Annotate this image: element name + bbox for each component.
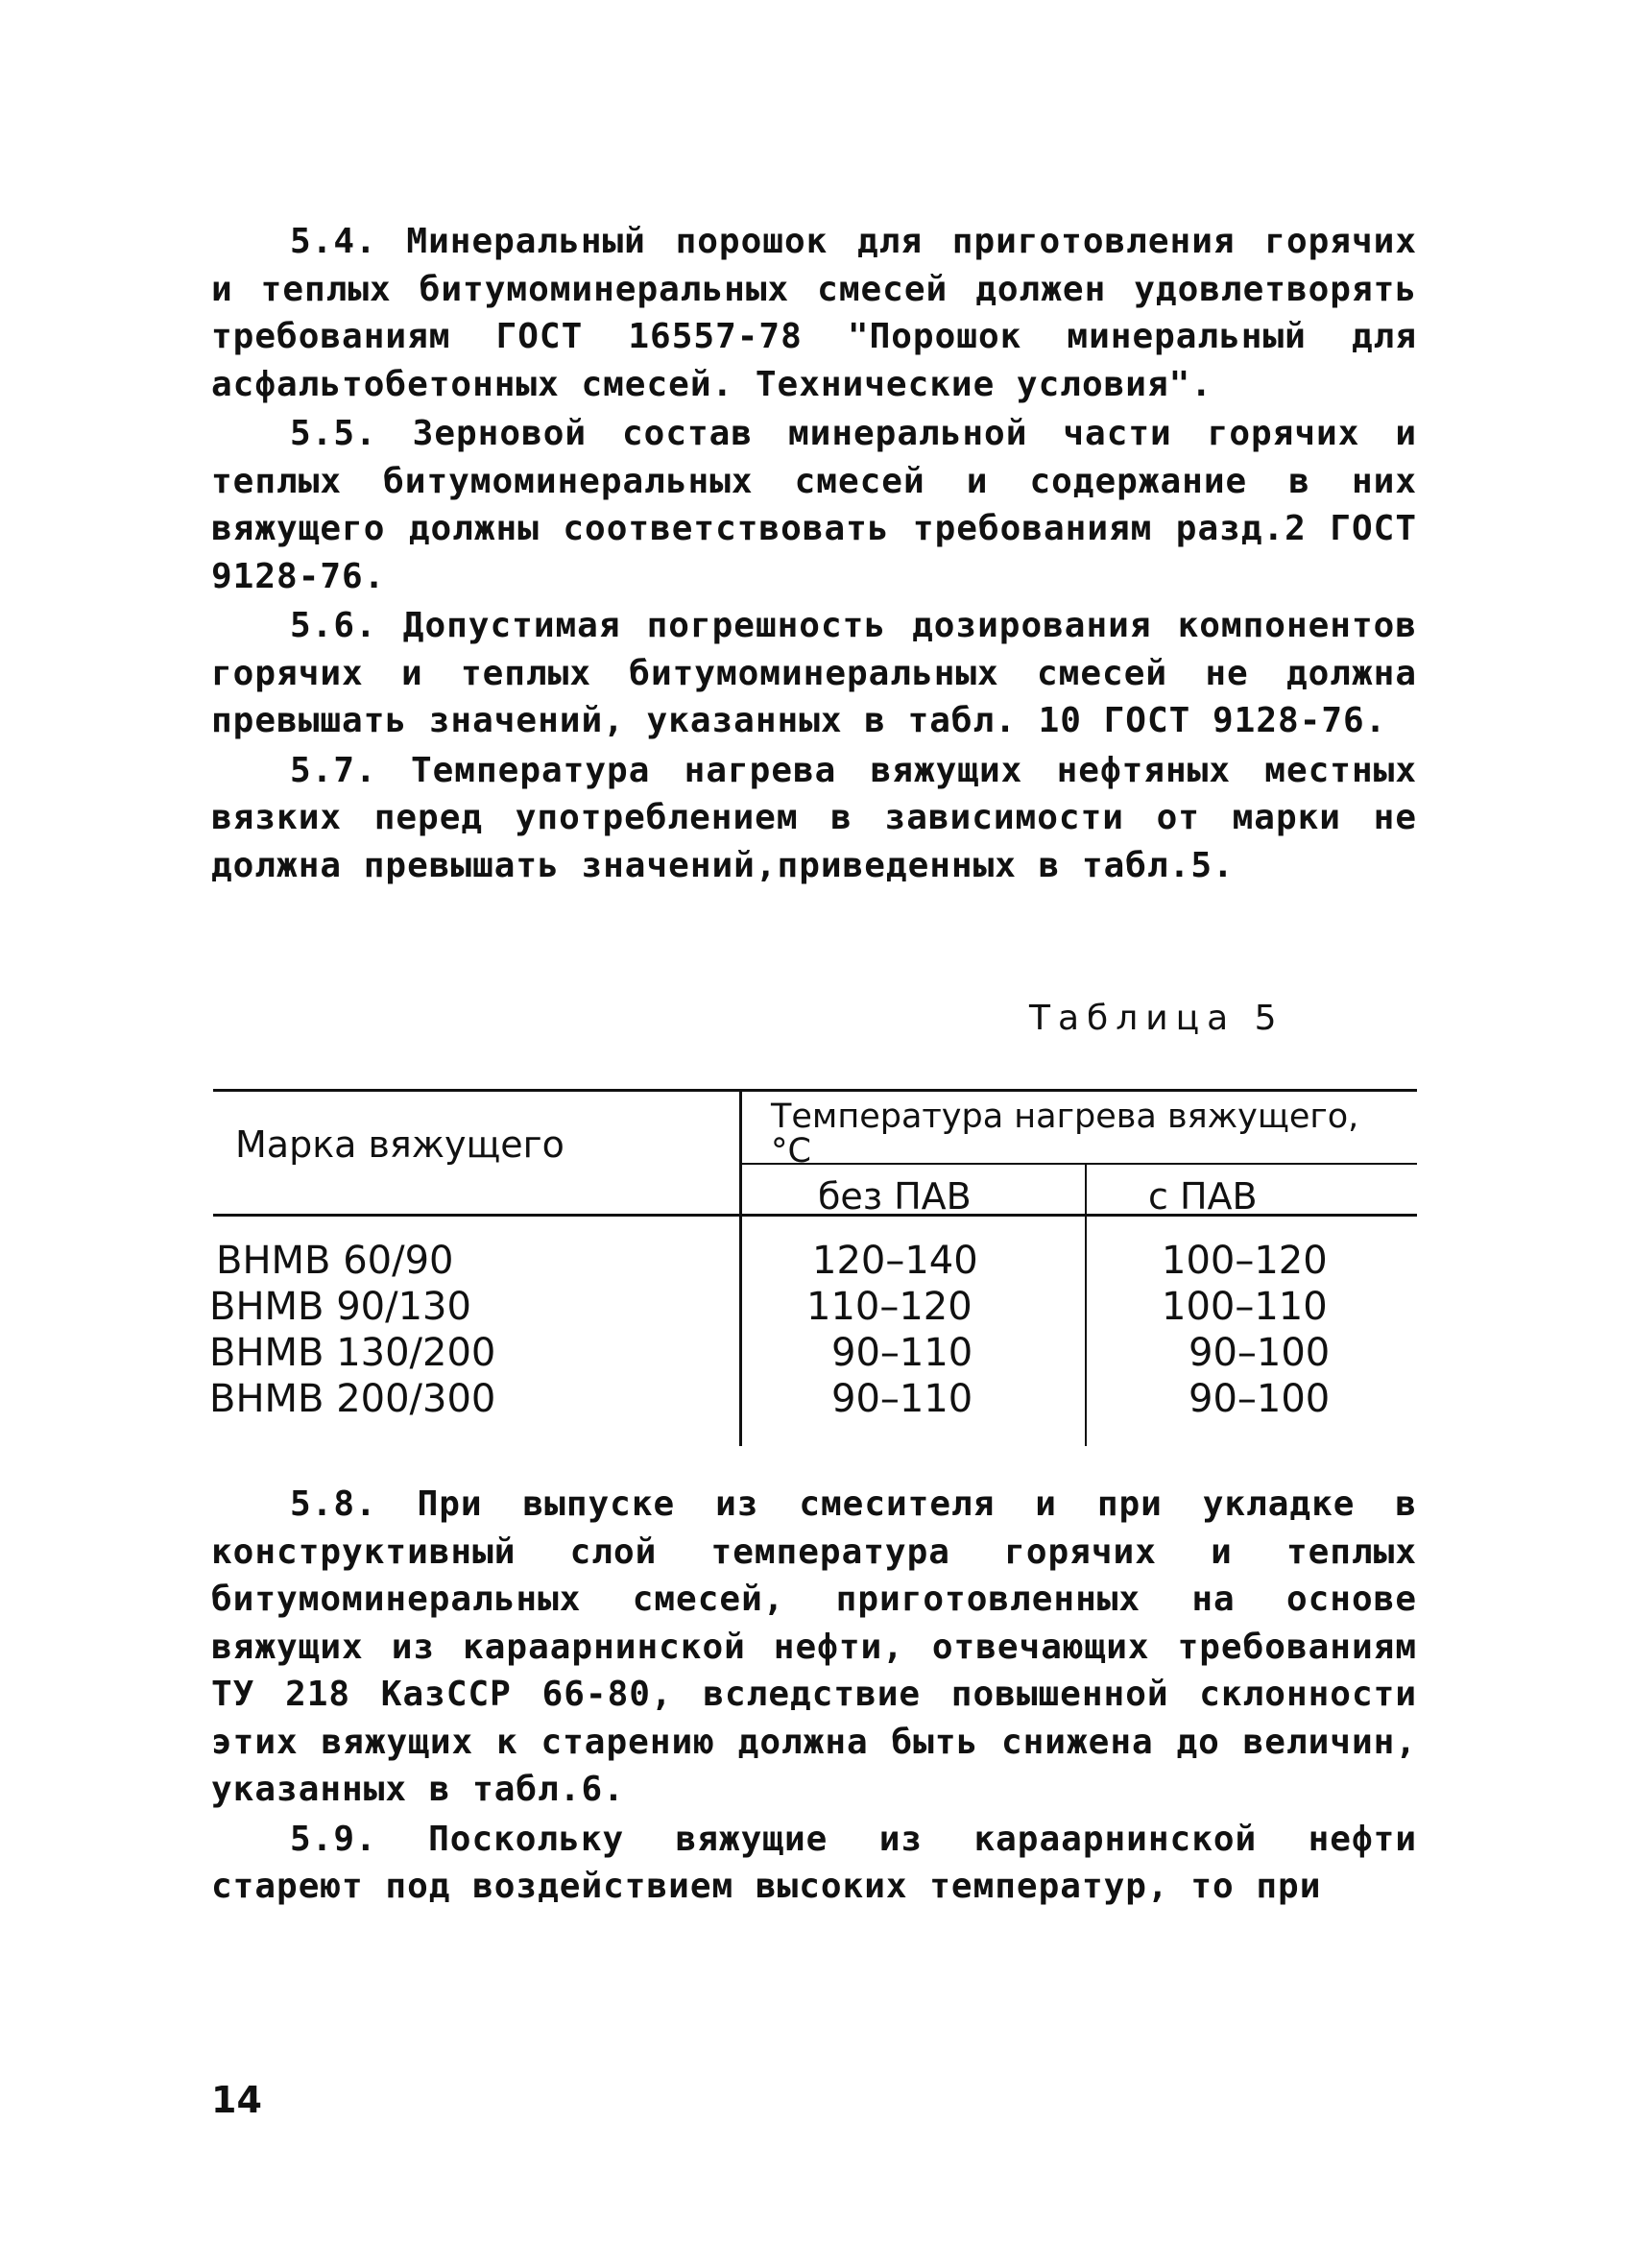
text-block-bottom	[211, 1481, 1417, 1911]
cell-grade: ВНМВ 60/90	[216, 1239, 454, 1283]
header-grade: Марка вяжущего	[235, 1123, 564, 1166]
cell-grade: ВНМВ 90/130	[209, 1285, 471, 1329]
cell-with-surfactant: 100–110	[1162, 1285, 1328, 1329]
cell-without-surfactant: 120–140	[812, 1239, 978, 1283]
table-column-divider-2	[1085, 1164, 1087, 1446]
header-temperature: Температура нагрева вяжущего, °С	[771, 1098, 1359, 1170]
header-without-surfactant: без ПАВ	[818, 1175, 972, 1218]
paragraph-5-5: 5.5. Зерновой состав минеральной части горячих и теплых битумоминеральных смесей и содержание в них вяжущего должны соответствовать требованиям разд.2 ГОСТ 9128-76.	[211, 414, 1417, 596]
header-with-surfactant: с ПАВ	[1148, 1175, 1258, 1218]
table-top-rule	[213, 1089, 1417, 1092]
cell-grade: ВНМВ 130/200	[209, 1331, 496, 1375]
cell-with-surfactant: 100–120	[1162, 1239, 1328, 1283]
text-block-top	[211, 218, 1417, 889]
paragraph-5-7: 5.7. Температура нагрева вяжущих нефтяных местных вязких перед употреблением в зависимости от марки не должна превышать значений,приведенных в табл.5.	[211, 750, 1417, 885]
cell-without-surfactant: 110–120	[806, 1285, 973, 1329]
cell-with-surfactant: 90–100	[1189, 1377, 1331, 1421]
table-caption: Таблица 5	[1029, 999, 1285, 1038]
cell-grade: ВНМВ 200/300	[209, 1377, 496, 1421]
paragraph-5-4: 5.4. Минеральный порошок для приготовления горячих и теплых битумоминеральных смесей должен удовлетворять требованиям ГОСТ 16557-78 "Порошок минеральный для асфальтобетонных смесей. Технические условия".	[211, 222, 1417, 404]
cell-without-surfactant: 90–110	[831, 1331, 973, 1375]
paragraph-5-6: 5.6. Допустимая погрешность дозирования компонентов горячих и теплых битумоминеральных смесей не должна превышать значений, указанных в табл. 10 ГОСТ 9128-76.	[211, 606, 1417, 740]
table-column-divider-1	[739, 1089, 742, 1446]
cell-without-surfactant: 90–110	[831, 1377, 973, 1421]
paragraph-5-9: 5.9. Поскольку вяжущие из караарнинской нефти стареют под воздействием высоких температур, то при	[211, 1819, 1417, 1906]
cell-with-surfactant: 90–100	[1189, 1331, 1331, 1375]
page-number: 14	[211, 2079, 262, 2121]
paragraph-5-8: 5.8. При выпуске из смесителя и при укладке в конструктивный слой температура горячих и теплых битумоминеральных смесей, приготовленных на основе вяжущих из караарнинской нефти, отвечающих требованиям ТУ 218 КазССР 66-80, вследствие повышенной склонности этих вяжущих к старению должна быть снижена до величин, указанных в табл.6.	[211, 1484, 1417, 1809]
